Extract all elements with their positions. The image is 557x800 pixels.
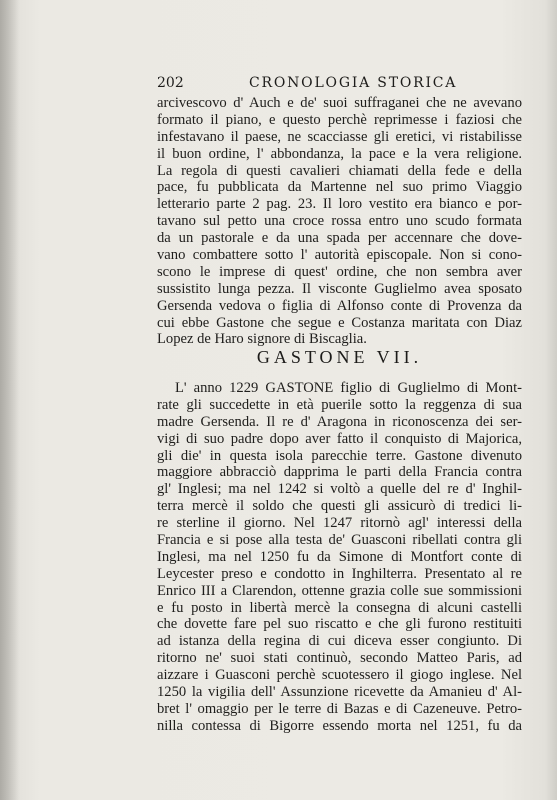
text-line: re sterline il giorno. Nel 1247 ritornò agl' interessi della	[157, 515, 522, 532]
text-line: vano combattere sotto l' autorità episcopale. Non si cono-	[157, 247, 522, 264]
text-line: rate gli succedette in età puerile sotto la reggenza di sua	[157, 396, 522, 413]
text-line: che dovette fare pel suo riscatto e che gli furono restituiti	[157, 616, 522, 633]
text-line: infestavano il paese, ne scacciasse gli eretici, vi ristabilisse	[157, 128, 522, 145]
text-line: arcivescovo d' Auch e de' suoi suffraganei che ne avevano	[157, 95, 522, 111]
paragraph-william	[157, 95, 522, 348]
text-line: tavano sul petto una croce rossa entro uno scudo formata	[157, 213, 522, 230]
text-line: formato il piano, e questo perchè reprimesse i faziosi che	[157, 111, 522, 128]
text-line: Lopez de Haro signore di Biscaglia.	[157, 331, 367, 348]
text-line: Francia e si pose alla testa de' Guasconi ribellati contra gli	[157, 532, 522, 549]
text-line: gli die' in questa isola parecchie terre. Gastone divenuto	[157, 447, 522, 464]
text-line: L' anno 1229 GASTONE figlio di Guglielmo di Mont-	[175, 380, 522, 396]
text-line: Gersenda vedova o figlia di Alfonso conte di Provenza da	[157, 297, 522, 314]
text-line: e fu posto in libertà mercè la consegna di alcuni castelli	[157, 599, 522, 616]
text-line: ad istanza della regina di cui diceva esser congiunto. Di	[157, 633, 522, 650]
running-title: CRONOLOGIA STORICA	[249, 75, 458, 91]
text-line: da un pastorale e da una spada per accennare che dove-	[157, 230, 522, 247]
text-line: aizzare i Guasconi perchè scuotessero il giogo inglese. Nel	[157, 667, 522, 684]
text-line: 1250 la vigilia dell' Assunzione ricevette da Amanieu d' Al-	[157, 684, 522, 701]
text-line: letterario parte 2 pag. 23. Il loro vestito era bianco e por-	[157, 196, 522, 213]
text-line: terra mercè il soldo che questi gli assicurò di tredici li-	[157, 498, 522, 515]
text-line: bret l' omaggio per le terre di Bazas e di Cazeneuve. Petro-	[157, 700, 522, 717]
text-line: Enrico III a Clarendon, ottenne grazia colle sue sommissioni	[157, 582, 522, 599]
text-line: pace, fu pubblicata da Martenne nel suo primo Viaggio	[157, 179, 522, 196]
section-heading: GASTONE VII.	[256, 347, 423, 367]
running-head	[157, 75, 522, 93]
text-line: maggiore abbracciò dapprima le parti della Francia contra	[157, 464, 522, 481]
text-line: ritorno ne' suoi stati continuò, secondo Matteo Paris, ad	[157, 650, 522, 667]
text-line: nilla contessa di Bigorre essendo morta nel 1251, fu da	[157, 717, 522, 734]
text-line: madre Gersenda. Il re d' Aragona in riconoscenza dei ser-	[157, 413, 522, 430]
text-line: il buon ordine, l' abbondanza, la pace e la vera religione.	[157, 145, 522, 162]
page-number: 202	[157, 75, 184, 91]
text-line: La regola di questi cavalieri chiamati della fede e della	[157, 162, 522, 179]
text-line: cui ebbe Gastone che segue e Costanza maritata con Diaz	[157, 314, 522, 331]
text-line: sussistito lunga pezza. Il visconte Guglielmo avea sposato	[157, 280, 522, 297]
text-line: gl' Inglesi; ma nel 1242 si voltò a quelle del re d' Inghil-	[157, 481, 522, 498]
text-line: scono le imprese di quest' ordine, che non sembra aver	[157, 263, 522, 280]
paragraph-gaston	[157, 380, 522, 735]
text-line: vigi di suo padre dopo aver fatto il conquisto di Majorica,	[157, 430, 522, 447]
text-line: Inglesi, ma nel 1250 fu da Simone di Montfort conte di	[157, 548, 522, 565]
text-line: Leycester preso e condotto in Inghilterra. Presentato al re	[157, 565, 522, 582]
